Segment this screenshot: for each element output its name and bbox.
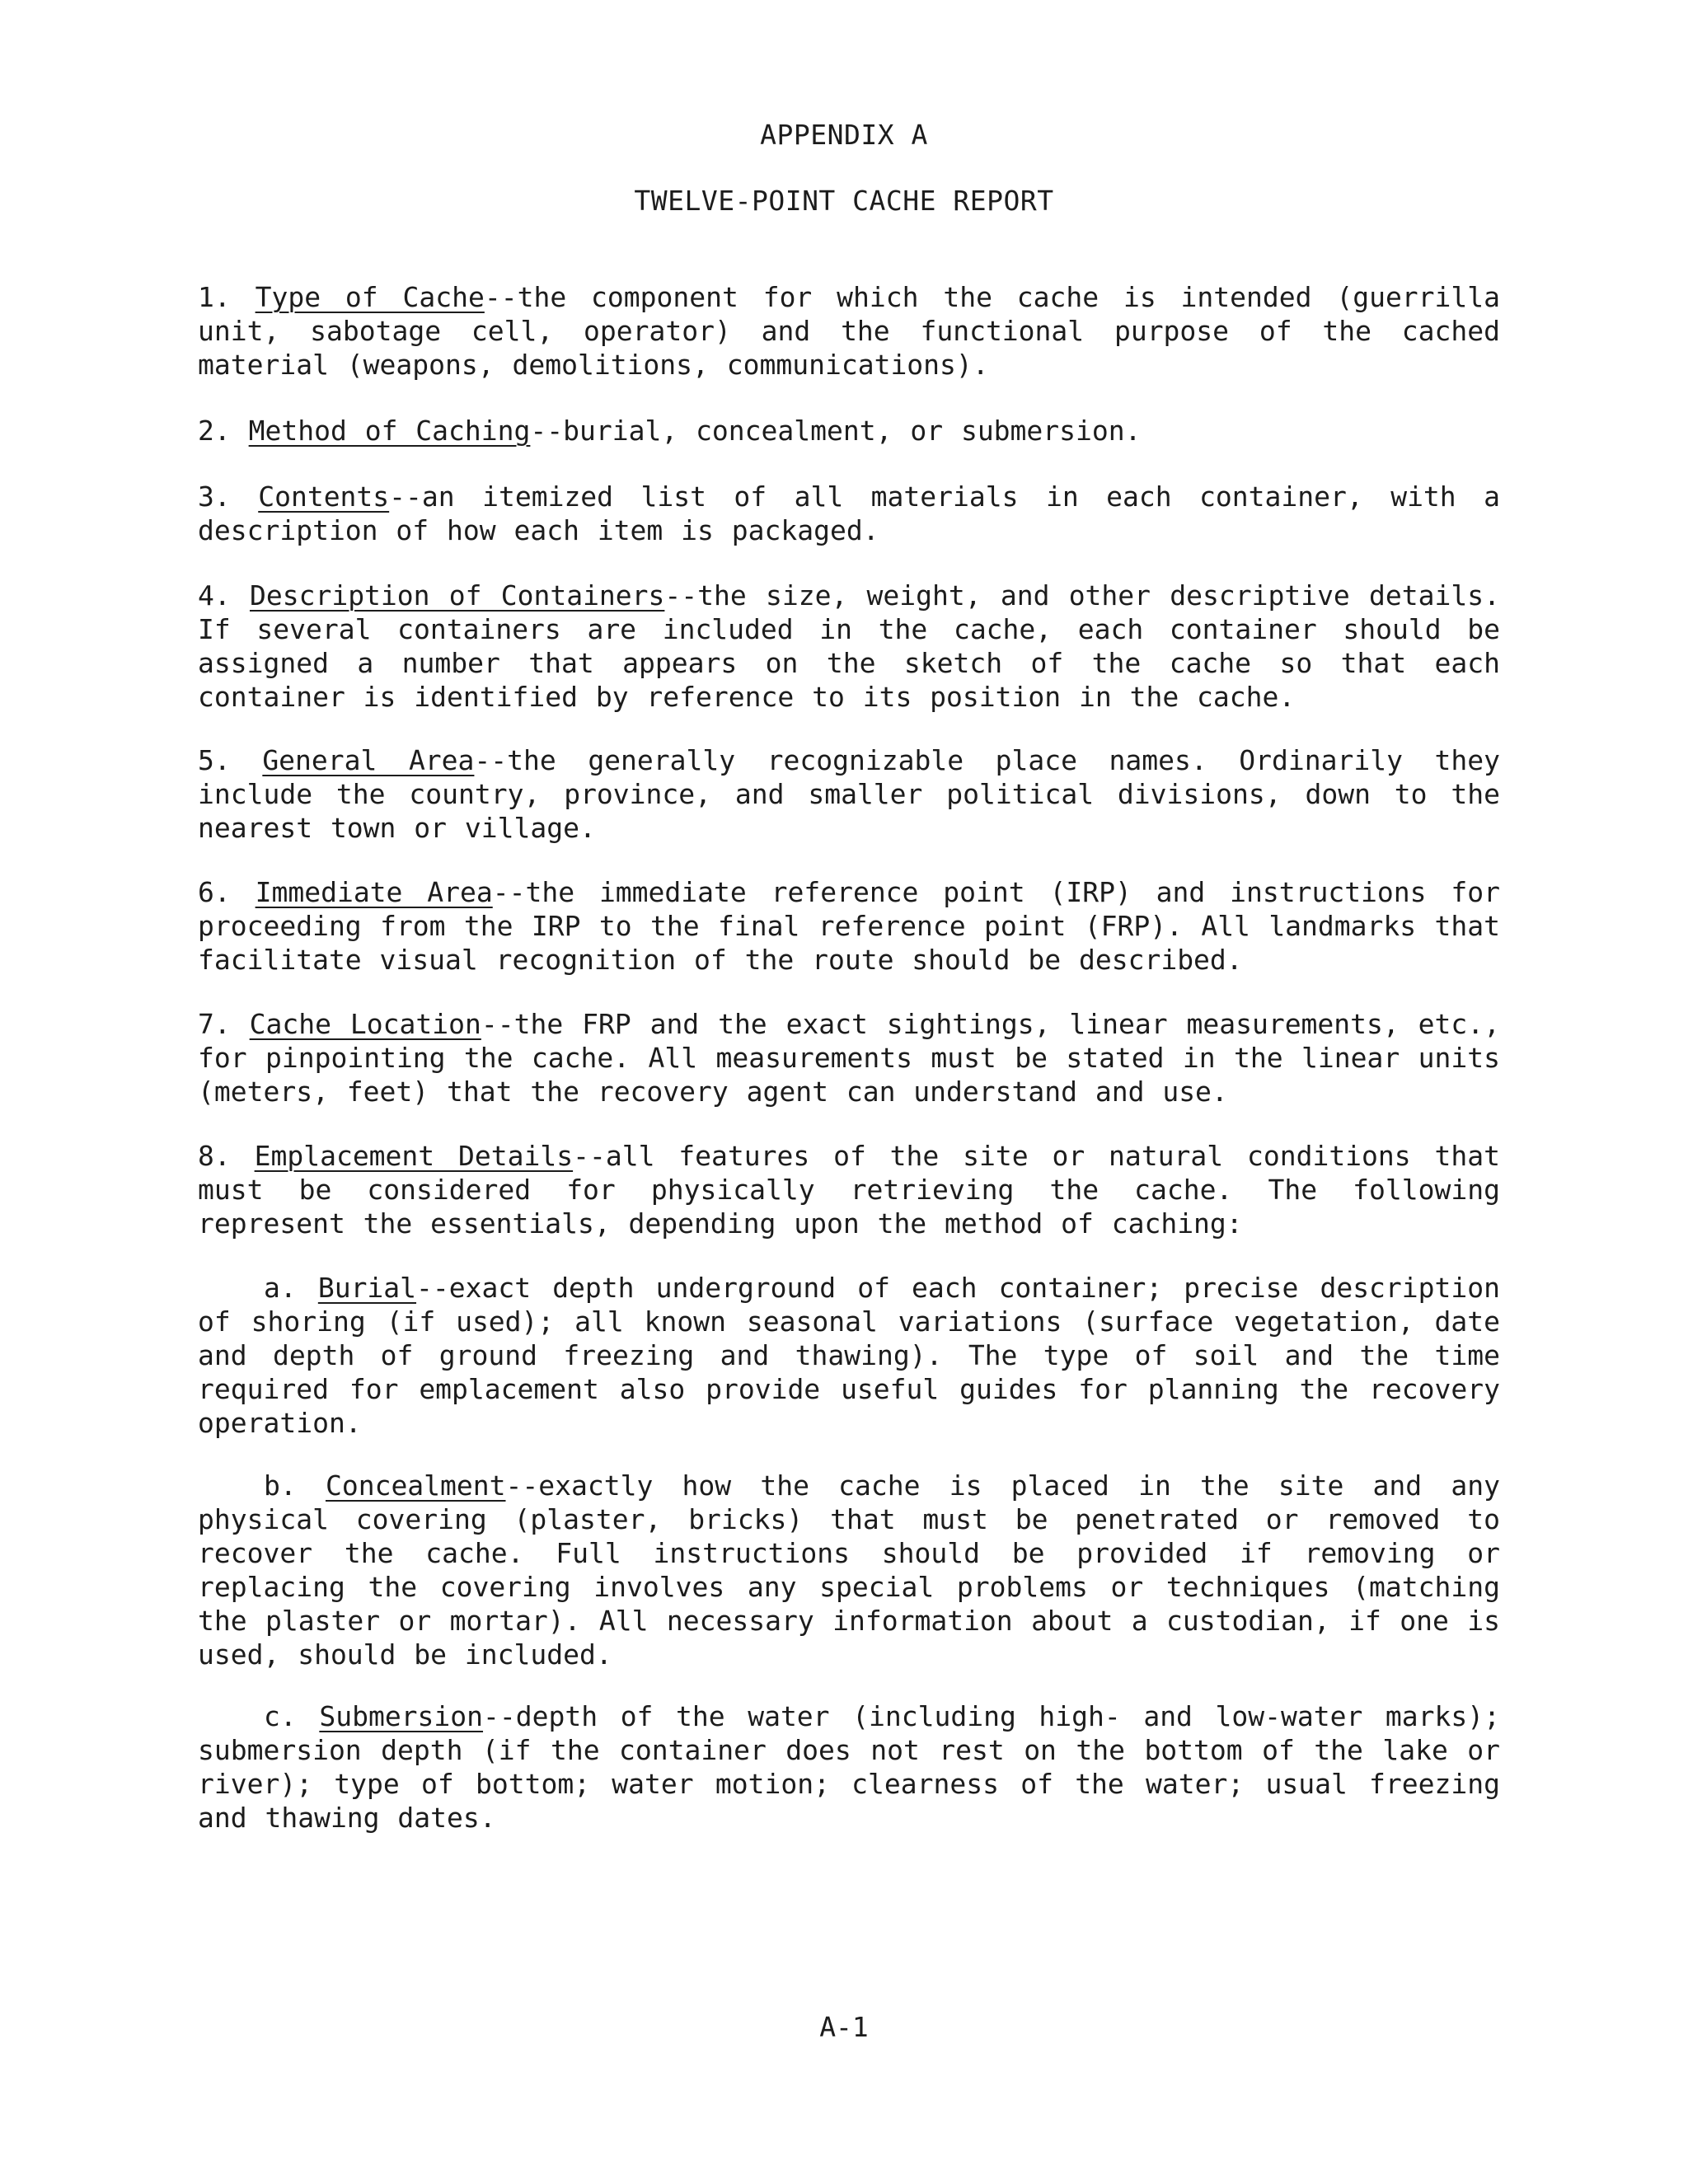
item-number: 5.	[198, 744, 231, 776]
item-text: --the FRP and the exact sightings, linear measurements, etc., for pinpointing the cache. All measurements must be stated in the linear units (meters, feet) that the recovery agent can understand and use.	[198, 1008, 1500, 1108]
item-number: 8.	[198, 1140, 231, 1172]
item-term: Emplacement Details	[254, 1140, 574, 1172]
subitem-burial	[198, 1271, 1500, 1440]
subitem-term: Submersion	[319, 1700, 484, 1732]
item-text: --the generally recognizable place names. Ordinarily they include the country, province, and smaller political divisions, down to the nearest town or village.	[198, 744, 1500, 844]
item-term: Immediate Area	[255, 876, 493, 908]
subitem-submersion	[198, 1699, 1500, 1835]
item-immediate-area	[198, 875, 1500, 977]
item-number: 4.	[198, 579, 231, 612]
subitem-term: Concealment	[325, 1469, 506, 1502]
subitem-concealment	[198, 1469, 1500, 1671]
item-number: 1.	[198, 281, 231, 313]
subitem-letter: c.	[264, 1700, 297, 1732]
item-term: Type of Cache	[255, 281, 485, 313]
subitem-term: Burial	[317, 1272, 417, 1304]
page-number: A-1	[819, 2011, 869, 2043]
item-term: Method of Caching	[248, 415, 531, 447]
item-cache-location	[198, 1007, 1500, 1108]
subitem-letter: a.	[264, 1272, 297, 1304]
subitem-text: --exact depth underground of each container; precise description of shoring (if used); all known seasonal variations (surface vegetation, date and depth of ground freezing and thawing). The type of soil and the time required for emplacement also provide useful guides for planning the recovery operation.	[198, 1272, 1500, 1439]
appendix-heading: APPENDIX A	[760, 119, 928, 151]
item-text: --the immediate reference point (IRP) and instructions for proceeding from the IRP to the final reference point (FRP). All landmarks that facilitate visual recognition of the route should be described.	[198, 876, 1500, 976]
item-term: Description of Containers	[249, 579, 665, 612]
item-contents	[198, 480, 1500, 547]
subitem-text: --exactly how the cache is placed in the site and any physical covering (plaster, bricks) that must be penetrated or removed to recover the cache. Full instructions should be provided if removing or replacing the covering involves any special problems or techniques (matching the plaster or mortar). All necessary information about a custodian, if one is used, should be included.	[198, 1469, 1500, 1671]
item-number: 3.	[198, 480, 231, 513]
item-number: 6.	[198, 876, 231, 908]
item-type-of-cache	[198, 280, 1500, 382]
subitem-letter: b.	[264, 1469, 297, 1502]
item-term: Cache Location	[249, 1008, 481, 1040]
item-number: 7.	[198, 1008, 231, 1040]
report-title: TWELVE-POINT CACHE REPORT	[634, 185, 1054, 217]
item-text: --burial, concealment, or submersion.	[530, 415, 1142, 447]
item-number: 2.	[198, 415, 231, 447]
item-text: --all features of the site or natural conditions that must be considered for physically retrieving the cache. The following represent the essentials, depending upon the method of caching:	[198, 1140, 1500, 1240]
item-text: --the component for which the cache is intended (guerrilla unit, sabotage cell, operator) and the functional purpose of the cached material (weapons, demolitions, communications).	[198, 281, 1501, 381]
item-general-area	[198, 743, 1500, 845]
item-method-of-caching	[198, 414, 1500, 448]
item-text: --an itemized list of all materials in each container, with a description of how each item is packaged.	[198, 480, 1500, 546]
item-text: --the size, weight, and other descriptive details. If several containers are included in the cache, each container should be assigned a number that appears on the sketch of the cache so that each container is identified by reference to its position in the cache.	[198, 579, 1500, 713]
item-description-of-containers	[198, 579, 1500, 714]
item-term: Contents	[258, 480, 390, 513]
subitem-text: --depth of the water (including high- and low-water marks); submersion depth (if the container does not rest on the bottom of the lake or river); type of bottom; water motion; clearness of the water; usual freezing and thawing dates.	[198, 1700, 1500, 1834]
item-term: General Area	[262, 744, 475, 776]
item-emplacement-details	[198, 1139, 1500, 1240]
